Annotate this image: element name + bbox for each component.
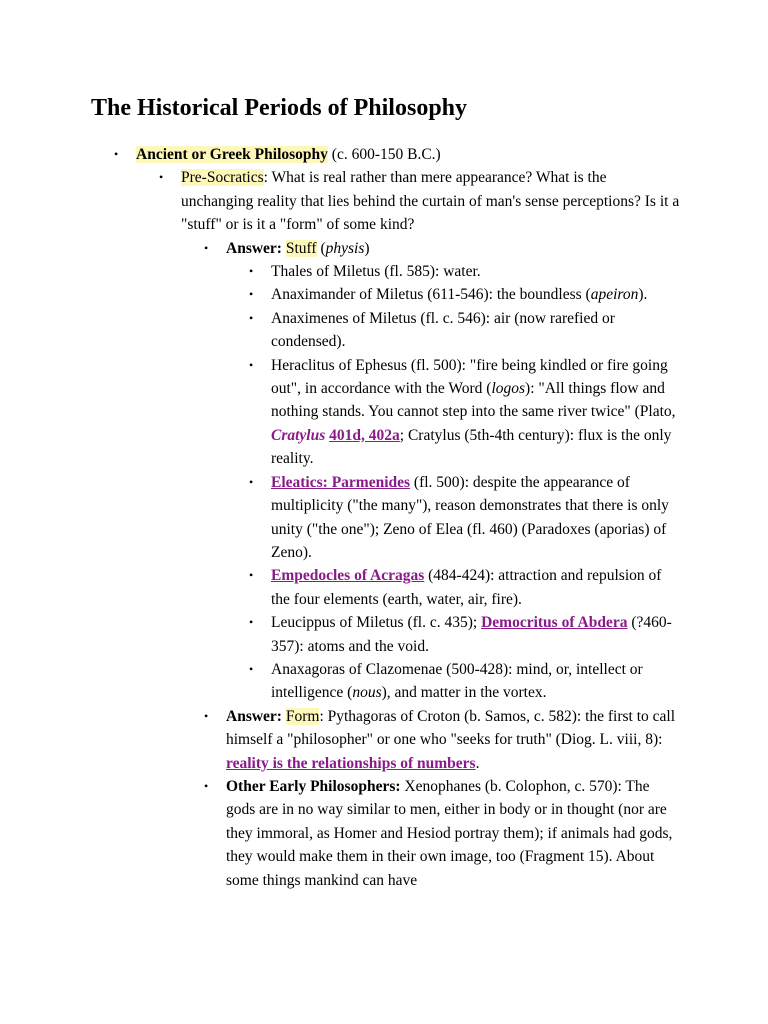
leucippus-text-2: (?460-357): atoms and the void. xyxy=(271,614,672,655)
list-item-anaximenes xyxy=(271,307,681,354)
empedocles-link[interactable]: Empedocles of Acragas xyxy=(271,567,425,585)
presocratics-label: Pre-Socratics xyxy=(181,169,264,187)
anaxagoras-text: Anaxagoras of Clazomenae (500-428): mind, or, intellect or intelligence ( xyxy=(271,660,643,702)
cratylus-reference-link[interactable]: 401d, 402a xyxy=(329,426,400,444)
list-item-ancient-philosophy xyxy=(136,143,696,892)
stuff-philosophers-list xyxy=(271,260,681,705)
anaxagoras-italic: nous xyxy=(352,684,382,702)
anaximander-text: Anaximander of Miletus (611-546): the boundless ( xyxy=(271,286,591,304)
list-item-presocratics xyxy=(181,166,681,892)
ancient-philosophy-dates: (c. 600-150 B.C.) xyxy=(327,146,441,163)
anaximander-end: ). xyxy=(638,286,648,304)
other-philosophers-prefix: Other Early Philosophers: xyxy=(226,777,401,795)
list-item-heraclitus xyxy=(271,354,681,471)
answer-form-end: . xyxy=(475,754,480,772)
anaxagoras-end: ), and matter in the vortex. xyxy=(381,684,547,702)
answer-stuff-word: Stuff xyxy=(285,239,317,257)
answer-form-prefix: Answer: xyxy=(226,707,282,725)
cratylus-link[interactable]: Cratylus xyxy=(271,426,326,444)
anaximenes-text: Anaximenes of Miletus (fl. c. 546): air (now rarefied or condensed). xyxy=(271,309,615,351)
answer-stuff-open: ( xyxy=(316,239,326,257)
list-item-eleatics xyxy=(271,471,681,565)
heraclitus-text: Heraclitus of Ephesus (fl. 500): "fire being kindled or fire going out", in accordance with the Word ( xyxy=(271,356,668,398)
heraclitus-text-3: ; Cratylus (5th-4th century): flux is the only reality. xyxy=(271,426,672,468)
anaximander-italic: apeiron xyxy=(590,286,639,304)
list-item-answer-stuff xyxy=(226,237,681,705)
list-item-leucippus xyxy=(271,611,681,658)
heraclitus-text-2: ): "All things flow and nothing stands. You cannot step into the same river twice" (Plato, xyxy=(271,380,676,421)
outline-list xyxy=(136,143,696,892)
other-philosophers-text: Xenophanes (b. Colophon, c. 570): The gods are in no way similar to men, either in body or in thought (nor are they immoral, as Homer and Hesiod portray them); if animals had gods, they would make them in their own image, too (Fragment 15). About some things mankind can have xyxy=(226,777,673,889)
numbers-relationship-link[interactable]: reality is the relationships of numbers xyxy=(226,754,476,772)
thales-text: Thales of Miletus (fl. 585): water. xyxy=(271,263,481,281)
eleatics-parmenides-link[interactable]: Eleatics: Parmenides xyxy=(271,473,411,491)
heraclitus-italic: logos xyxy=(491,380,526,398)
empedocles-text: (484-424): attraction and repulsion of the four elements (earth, water, air, fire). xyxy=(271,567,662,608)
page-title: The Historical Periods of Philosophy xyxy=(91,95,468,121)
answer-form-word: Form xyxy=(285,707,320,725)
list-item-answer-form xyxy=(226,705,681,775)
answer-stuff-prefix: Answer: xyxy=(226,239,282,257)
list-item-anaxagoras xyxy=(271,658,681,705)
eleatics-text: (fl. 500): despite the appearance of multiplicity ("the many"), reason demonstrates that there is only unity ("the one"); Zeno of Elea (fl. 460) (Paradoxes (aporias) of Zeno). xyxy=(271,473,669,561)
answer-stuff-close: ) xyxy=(364,239,370,257)
presocratics-sublist xyxy=(226,237,681,892)
list-item-anaximander xyxy=(271,283,681,306)
answer-form-text: : Pythagoras of Croton (b. Samos, c. 582): the first to call himself a "philosopher" or one who "seeks for truth" (Diog. L. viii, 8): xyxy=(226,707,676,749)
list-item-other-early-philosophers xyxy=(226,775,681,892)
list-item-empedocles xyxy=(271,564,681,611)
leucippus-text: Leucippus of Miletus (fl. c. 435); xyxy=(271,614,482,632)
ancient-sublist xyxy=(181,166,681,892)
presocratics-text: : What is real rather than mere appearance? What is the unchanging reality that lies behind the curtain of man's sense perceptions? Is it a "stuff" or is it a "form" of some kind? xyxy=(181,169,680,234)
democritus-link[interactable]: Democritus of Abdera xyxy=(481,614,628,632)
answer-stuff-italic: physis xyxy=(325,239,365,257)
ancient-philosophy-label: Ancient or Greek Philosophy xyxy=(136,146,328,163)
list-item-thales xyxy=(271,260,681,283)
